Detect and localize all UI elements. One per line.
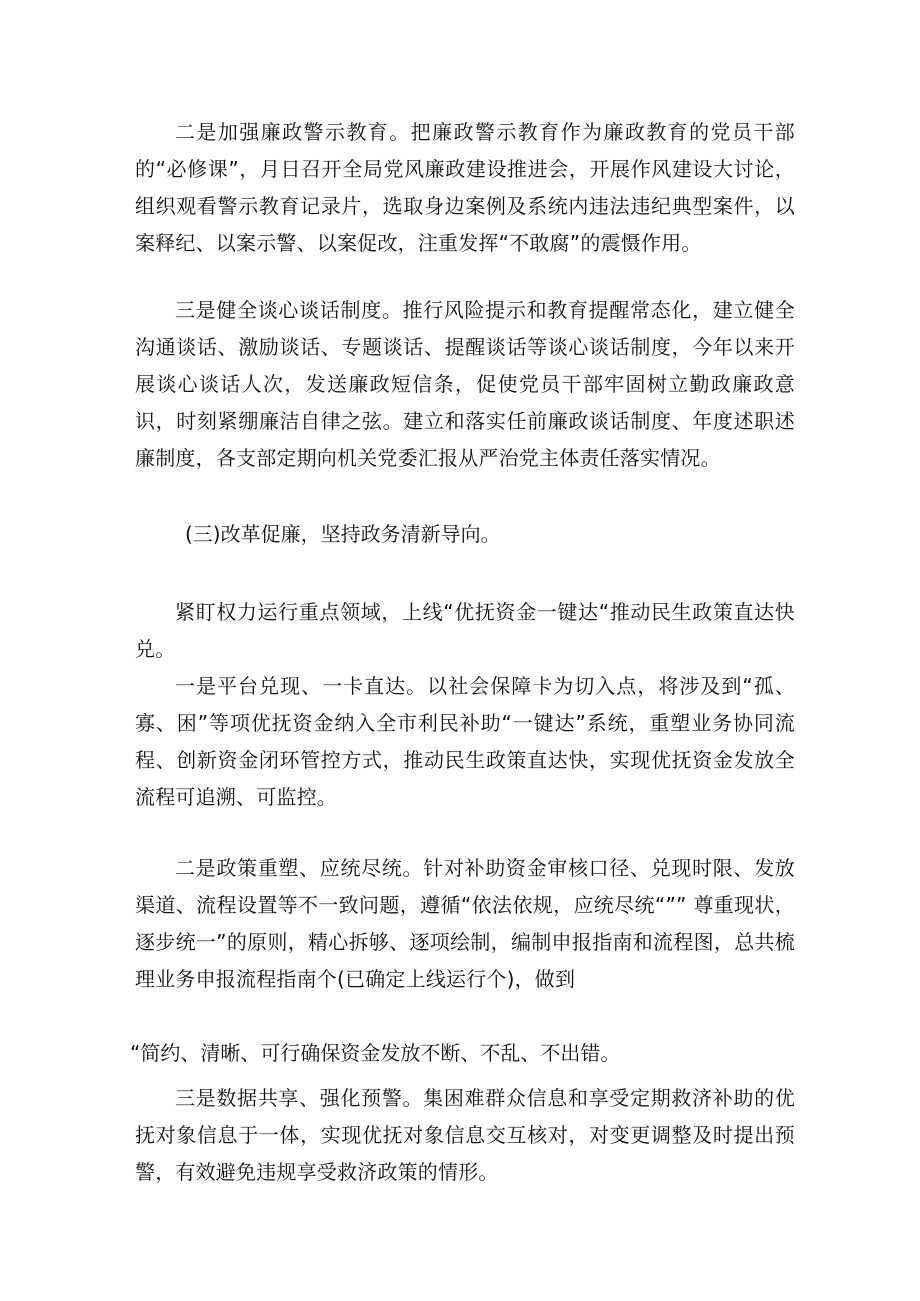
paragraph-continuation: “简约、清晰、可行确保资金发放不断、不乱、不出错。 bbox=[130, 1041, 621, 1065]
paragraph-platform-payment: 一是平台兑现、一卡直达。以社会保障卡为切入点，将涉及到“孤、寡、困”等项优抚资金纳入全市利民补助“一键达”系统，重塑业务协同流程、创新资金闭环管控方式，推动民生政策直达快，实现优抚资金发放全流程可追溯、可监控。 bbox=[135, 674, 795, 809]
paragraph-power-operation: 紧盯权力运行重点领域，上线“优抚资金一键达“推动民生政策直达快兑。 bbox=[135, 600, 795, 661]
section-heading-reform: (三)改革促廉，坚持政务清新导向。 bbox=[185, 522, 501, 546]
paragraph-heart-to-heart-talks: 三是健全谈心谈话制度。推行风险提示和教育提醒常态化，建立健全沟通谈话、激励谈话、专题谈话、提醒谈话等谈心谈话制度，今年以来开展谈心谈话人次，发送廉政短信条，促使党员干部牢固树立勤政廉政意识，时刻紧绷廉洁自律之弦。建立和落实任前廉政谈话制度、年度述职述廉制度，各支部定期向机关党委汇报从严治党主体责任落实情况。 bbox=[135, 298, 795, 470]
paragraph-data-sharing: 三是数据共享、强化预警。集困难群众信息和享受定期救济补助的优抚对象信息于一体，实现优抚对象信息交互核对，对变更调整及时提出预警，有效避免违规享受救济政策的情形。 bbox=[135, 1086, 795, 1184]
paragraph-warning-education: 二是加强廉政警示教育。把廉政警示教育作为廉政教育的党员干部的“必修课”，月日召开全局党风廉政建设推进会，开展作风建设大讨论，组织观看警示教育记录片，选取身边案例及系统内违法违纪典型案件，以案释纪、以案示警、以案促改，注重发挥“不敢腐”的震慑作用。 bbox=[135, 120, 795, 255]
paragraph-policy-reshaping: 二是政策重塑、应统尽统。针对补助资金审核口径、兑现时限、发放渠道、流程设置等不一致问题，遵循“依法依规，应统尽统“”” 尊重现状，逐步统一”的原则，精心拆够、逐项绘制，编制申报指南和流程图，总共梳理业务申报流程指南个(已确定上线运行个)，做到 bbox=[135, 856, 795, 991]
